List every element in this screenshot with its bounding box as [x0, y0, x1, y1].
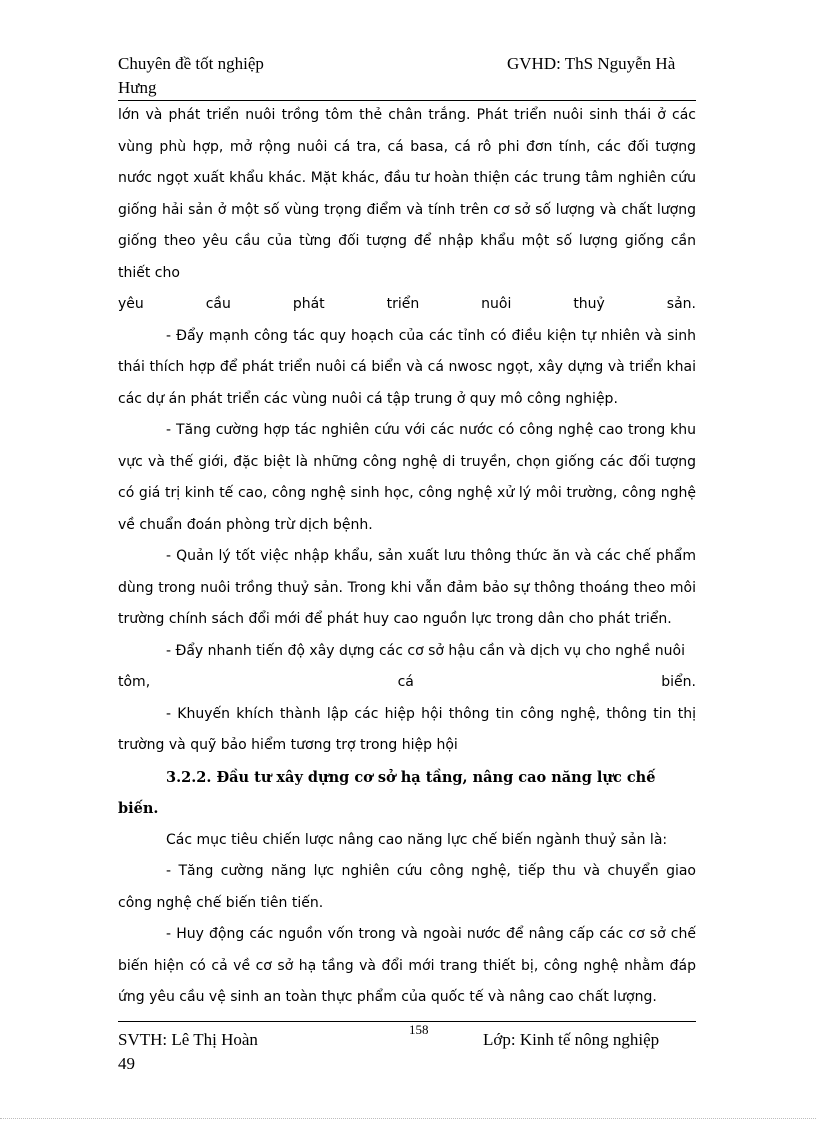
header-supervisor: GVHD: ThS Nguyễn Hà [507, 54, 676, 73]
footer-student-name-continued: 49 [118, 1054, 135, 1073]
bullet-research-cooperation: - Tăng cường hợp tác nghiên cứu với các nước có công nghệ cao trong khu vực và thế giới, đặc biệt là những công nghệ di truyền, chọn giống các đối tượng có giá trị kinh tế cao, công nghệ sinh học, công nghệ xử lý môi trường, công nghệ về chuẩn đoán phòng trừ dịch bệnh. [118, 422, 696, 533]
bullet-logistics: - Đẩy nhanh tiến độ xây dựng các cơ sở hậu cần và dịch vụ cho nghề nuôi [166, 642, 685, 659]
bullet-import-management: - Quản lý tốt việc nhập khẩu, sản xuất lưu thông thức ăn và các chế phẩm dùng trong nuôi trồng thuỷ sản. Trong khi vẫn đảm bảo sự thông thoáng theo môi trường chính sách đổi mới để phát huy cao nguồn lực trong dân cho phát triển. [118, 548, 696, 627]
footer-student-name: SVTH: Lê Thị Hoàn [118, 1030, 258, 1049]
header-thesis-title: Chuyên đề tốt nghiệp [118, 54, 264, 73]
paragraph-objectives: Các mục tiêu chiến lược nâng cao năng lực chế biến ngành thuỷ sản là: [166, 831, 668, 848]
bullet-capital-mobilization: - Huy động các nguồn vốn trong và ngoài nước để nâng cấp các cơ sở chế biến hiện có cả về cơ sở hạ tầng và đổi mới trang thiết bị, công nghệ nhằm đáp ứng yêu cầu vệ sinh an toàn thực phẩm của quốc tế và nâng cao chất lượng. [118, 926, 696, 1005]
section-heading: 3.2.2. Đầu tư xây dựng cơ sở hạ tầng, nâng cao năng lực chế biến. [118, 768, 656, 817]
footer-student [118, 1028, 258, 1076]
bullet-research-capacity: - Tăng cường năng lực nghiên cứu công nghệ, tiếp thu và chuyển giao công nghệ chế biến tiên tiến. [118, 863, 696, 911]
bullet-planning: - Đẩy mạnh công tác quy hoạch của các tỉnh có điều kiện tự nhiên và sinh thái thích hợp để phát triển nuôi cá biển và cá nwosc ngọt, xây dựng và triển khai các dự án phát triển các vùng nuôi cá tập trung ở quy mô công nghiệp. [118, 327, 696, 407]
footer-divider [118, 1021, 696, 1022]
paragraph-aquaculture: lớn và phát triển nuôi trồng tôm thẻ chân trắng. Phát triển nuôi sinh thái ở các vùng phù hợp, mở rộng nuôi cá tra, cá basa, cá rô phi đơn tính, các đối tượng nước ngọt xuất khẩu khác. Mặt khác, đầu tư hoàn thiện các trung tâm nghiên cứu giống hải sản ở một số vùng trọng điểm và tính trên cơ sở số lượng và chất lượng giống theo yêu cầu của từng đối tượng để nhập khẩu một số lượng giống cần thiết cho [118, 107, 696, 281]
paragraph-aquaculture-last-line: yêu cầu phát triển nuôi thuỷ sản. [118, 296, 696, 312]
bullet-associations: - Khuyến khích thành lập các hiệp hội thông tin công nghệ, thông tin thị trường và quỹ bảo hiểm tương trợ trong hiệp hội [118, 705, 696, 753]
page-number: 158 [409, 1022, 429, 1037]
bullet-logistics-last-line: tôm, cá biển. [118, 674, 696, 690]
footer-class: Lớp: Kinh tế nông nghiệp [483, 1030, 660, 1049]
header-thesis-title-continued: Hưng [118, 78, 157, 97]
header-left [118, 52, 264, 100]
page-bottom-dotted-edge [0, 1118, 816, 1119]
document-body [118, 100, 696, 1014]
